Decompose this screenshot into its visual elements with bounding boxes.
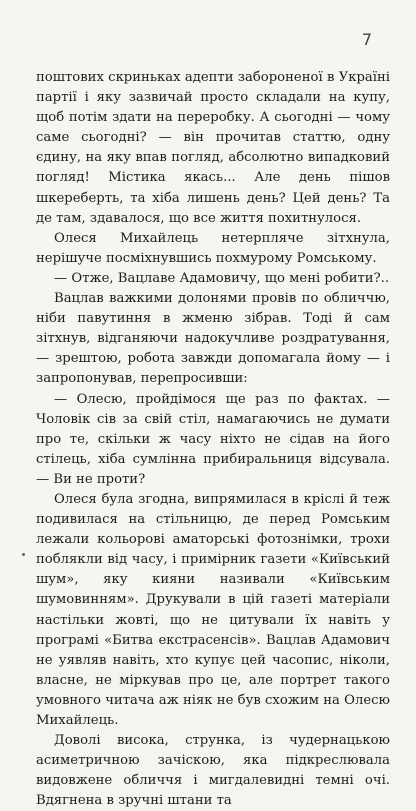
paragraph-5: — Олесю, пройдімося ще раз по фактах. — Чоловік сів за свій стіл, намагаючись не думати про те, скільки ж часу ніхто не сідав на його стілець, хіба сумлінна прибиральниця відсувала. — Ви не проти? bbox=[36, 391, 390, 487]
paragraph-7: Доволі висока, струнка, із чудернацькою асиметричною зачіскою, яка підкреслювала видовжене обличчя і мигдалевидні темні очі. Вдягнена в зручні штани та bbox=[36, 733, 390, 809]
paragraph-4: Вацлав важкими долонями провів по обличчю, ніби павутиння в жменю зібрав. Тоді й сам зітхнув, відганяючи надокучливе роздратування, — зрештою, робота завжди допомагала йому — і запропонував, перепросивши: bbox=[36, 291, 390, 387]
paragraph-3: — Отже, Вацлаве Адамовичу, що мені робити?.. bbox=[54, 270, 390, 286]
page-number: 7 bbox=[361, 30, 372, 49]
paragraph-6: Олеся була згодна, випрямилася в кріслі й теж подивилася на стільницю, де перед Ромським лежали кольорові аматорські фотознімки, трохи поблякли від часу, і примірник газети «Київський шум», яку кияни називали «Київським шумовинням». Друкували в цій газеті матеріали настільки жовті, що не цитували їх навіть у програмі «Битва екстрасенсів». Вацлав Адамович не уявляв навіть, хто купує цей часопис, ніколи, власне, не міркував про це, але портрет такого умовного читача аж ніяк не був схожим на Олесю Михайлець. bbox=[36, 491, 390, 728]
body-text bbox=[36, 68, 390, 811]
print-speck bbox=[22, 553, 25, 556]
paragraph-1: поштових скриньках адепти забороненої в Україні партії і яку зазвичай просто складали на купу, щоб потім здати на переробку. А сьогодні — чому саме сьогодні? — він прочитав статтю, одну єдину, на яку впав погляд, абсолютно випадковий погляд! Містика якась... Але день пішов шкереберть, та хіба лишень день? Цей день? Та де там, здавалося, що все життя похитнулося. bbox=[36, 70, 390, 226]
paragraph-2: Олеся Михайлець нетерпляче зітхнула, нерішуче посміхнувшись похмурому Ромському. bbox=[36, 230, 390, 266]
